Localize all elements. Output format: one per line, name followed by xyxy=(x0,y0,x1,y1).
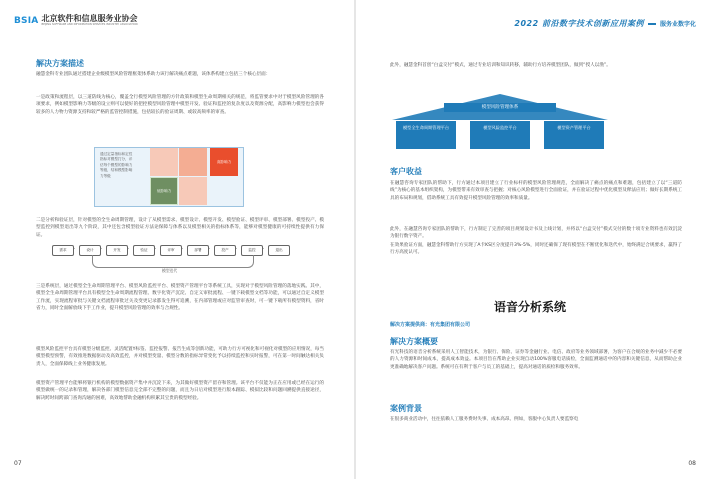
paragraph: 融慧金科专业团队通过搭建企业级模型风险管理框架体系助力该行解决痛点难题，该体系构建立包括三个核心层面： xyxy=(36,72,271,77)
case-title: 语音分析系统 xyxy=(494,300,567,314)
iteration-label: 模型迭代 xyxy=(162,268,178,273)
tree-node: 模型风险监控平台 xyxy=(470,121,530,149)
tree-node: 模型全生命周期管理平台 xyxy=(396,121,456,149)
iteration-loop xyxy=(92,255,254,268)
paragraph: 此外，融慧金科首创“白盒交付”模式，通过专业培训和知识转移，辅助行方培养模型团队，做到“授人以渔”。 xyxy=(390,63,611,68)
page-number: 07 xyxy=(14,460,22,467)
arrow-right-icon: › xyxy=(127,246,129,252)
tree-node: 模型资产管理平台 xyxy=(544,121,604,149)
lifecycle-step: 退出 xyxy=(268,245,290,256)
logo-chinese-name: 北京软件和信息服务业协会 xyxy=(41,14,138,23)
arrow-right-icon: › xyxy=(208,246,210,252)
right-page xyxy=(356,0,710,479)
lifecycle-step: 开发 xyxy=(106,245,128,256)
lifecycle-step: 设计 xyxy=(79,245,101,256)
tile-high-impact: 高影响力 xyxy=(210,148,238,176)
paragraph: 模型风险监控平台具有模型分级监控、灵活配置Y标签、监控报警、报告生成等创新功能，可助力行方可视化和可视化对模型的应用情况，每当模型模型预警，有效推进数据驱动及高效监控，并对模型变量、模型分数的指标异常变化予以持续监控和实时报警，可在第一时间触达相关负责人，全面保障线上业务健康发展。 xyxy=(36,347,324,367)
lifecycle-step: 投产 xyxy=(214,245,236,256)
lifecycle-step: 需求 xyxy=(52,245,74,256)
lifecycle-step: 验证 xyxy=(133,245,155,256)
arrow-right-icon: › xyxy=(154,246,156,252)
arrow-right-icon: › xyxy=(235,246,237,252)
paragraph: 模型资产管理平台能够将银行机构的模型数据资产集中并沉淀下来，为其做好模型资产留存和管理。该平台不仅能为正在应用或已经在运行的模型做统一的记录和管理，解决各部门模型信息完全部不完整的问题，而且为日后对模型进行版本跟踪、模拟比较和问题回溯提供直接途径，解决跨时间跨部门查询沟通的困难，高效地帮助金融机构积累其宝贵的模型经验。 xyxy=(36,381,324,401)
paragraph: 二是分析和验证层，针对模型的全生命周期管理，设计了从模型需求、模型设计、模型开发、模型验证、模型评审、模型部署、模型投产、模型监控到模型退出等九个阶段，其中还包含模型验证方法论保障与体系以及模型相关的指标体系等，能够对模型健康的可持续性提供有力保证。 xyxy=(36,218,324,238)
book-title: 2022 前沿数字技术创新应用案例 xyxy=(514,19,644,28)
paragraph: 在融慧咨询专家团队的帮助下，行方通过本项目建立了行业标杆的模型风险管理规范，全面解决了痛点的痛点和难题，包括建立了以“三道防线”为核心的基本组织架构，为模型带来有效审查与把握；对核心风险模型进行全面验证，并在验证过程中优化模型及释法应用；做好长期系统工具的布局和规划，借助系统工具有效提升模型风险管理的效率和质量。 xyxy=(390,181,682,201)
background-heading: 案例背景 xyxy=(390,404,422,413)
overview-heading: 解决方案概要 xyxy=(390,337,438,346)
page-number: 08 xyxy=(688,460,696,467)
lifecycle-step: 监控 xyxy=(241,245,263,256)
logo-english-name: BEIJING SOFTWARE AND INFORMATION SERVICES INDUSTRY ASSOCIATION xyxy=(41,23,138,26)
diagram-note: 通过定量指标和定性指标对模型打分，评估每个模型的影响力等级，结和模型影响力等级 xyxy=(100,152,133,178)
arrow-right-icon: › xyxy=(262,246,264,252)
paragraph: 在效果验证方面，融慧金科帮助行方实现了A卡KS区分度提升3%-5%，同时还确保了现有模型在不断优化和迭代中，始终满足合规要求，赢得了行方高度认可。 xyxy=(390,243,682,256)
paragraph: 此外，在融慧咨询专家团队的帮助下，行方制定了完善的项目规划设计书及上线计划，并将以“白盒交付”模式交付的数十项专业资料也有效沉淀为银行数字资产。 xyxy=(390,227,682,240)
logo-mark: BSIA xyxy=(14,16,39,26)
left-page xyxy=(0,0,354,479)
benefit-heading: 客户收益 xyxy=(390,167,422,176)
arrow-right-icon: › xyxy=(181,246,183,252)
lifecycle-step: 部署 xyxy=(187,245,209,256)
solution-heading: 解决方案描述 xyxy=(36,59,84,68)
provider-line: 解决方案提供商：有光集团有限公司 xyxy=(390,322,471,328)
association-logo xyxy=(14,15,138,27)
tree-root: 模型风险管理体系 xyxy=(444,103,556,112)
lifecycle-step: 评审 xyxy=(160,245,182,256)
paragraph: 有光科技的语音分析系统采用人工智能技术，为银行、保险、证券等金融行业、电信、政府等业务领域部署，为客户在合规的业务中减少不必要的人力资源和时间成本，提高成本效益。本项目旨在帮助企业实现自动100%客服电话质检，全面监测通话中的内容和关键信息，从而帮助企业更准确地解决客户问题。系统可在有利于客户与员工的基础上，提高对通话的质检和服务效率。 xyxy=(390,350,682,370)
paragraph: 三是系统层，通过模型全生命周期管理平台、模型风险监控平台、模型资产管理平台等系统工具，实现对于模型风险管理的落地实践。其中，模型全生命周期管理平台具有模型全生命周期流程管理、数字化资产沉淀、自定义审批流程、一键下载模型文档等功能，可以通过自定义模型工作流，实现流程审批与关键文档流程审批过关及变更记录都发生得可追溯，在内部管理或应对监管审查时，可一键下载所有模型资料，省时省力，同时全面解放线下手工作业，提升模型风险管理的效率与合规性。 xyxy=(36,284,324,312)
paragraph: 一是政策和流程层，以三道防线为核心，覆盖全行模型风险管理的方针政策和模型生命周期相关的规范，将监管要求中对于模型风险管理的各项要求，例如模型影响力等级的设立则可以使好的把控模型风险管理中模型开发、验证和监控的复杂度以及资源分配，高影响力模型也会获得较多的人力物力资源支持和较严格的监管控制措施，包括较长的验证周期、或较高频率的审查。 xyxy=(36,95,324,115)
arrow-right-icon: › xyxy=(73,246,75,252)
paragraph: 在很多商业活动中，往往依赖人工服务费时失事、成本高昂。例如，客服中心负责人要监察电 xyxy=(390,417,579,422)
tile-low-impact: 低影响力 xyxy=(151,178,177,204)
section-name: 服务业数字化 xyxy=(659,21,696,28)
arrow-right-icon: › xyxy=(100,246,102,252)
running-header xyxy=(514,18,696,29)
